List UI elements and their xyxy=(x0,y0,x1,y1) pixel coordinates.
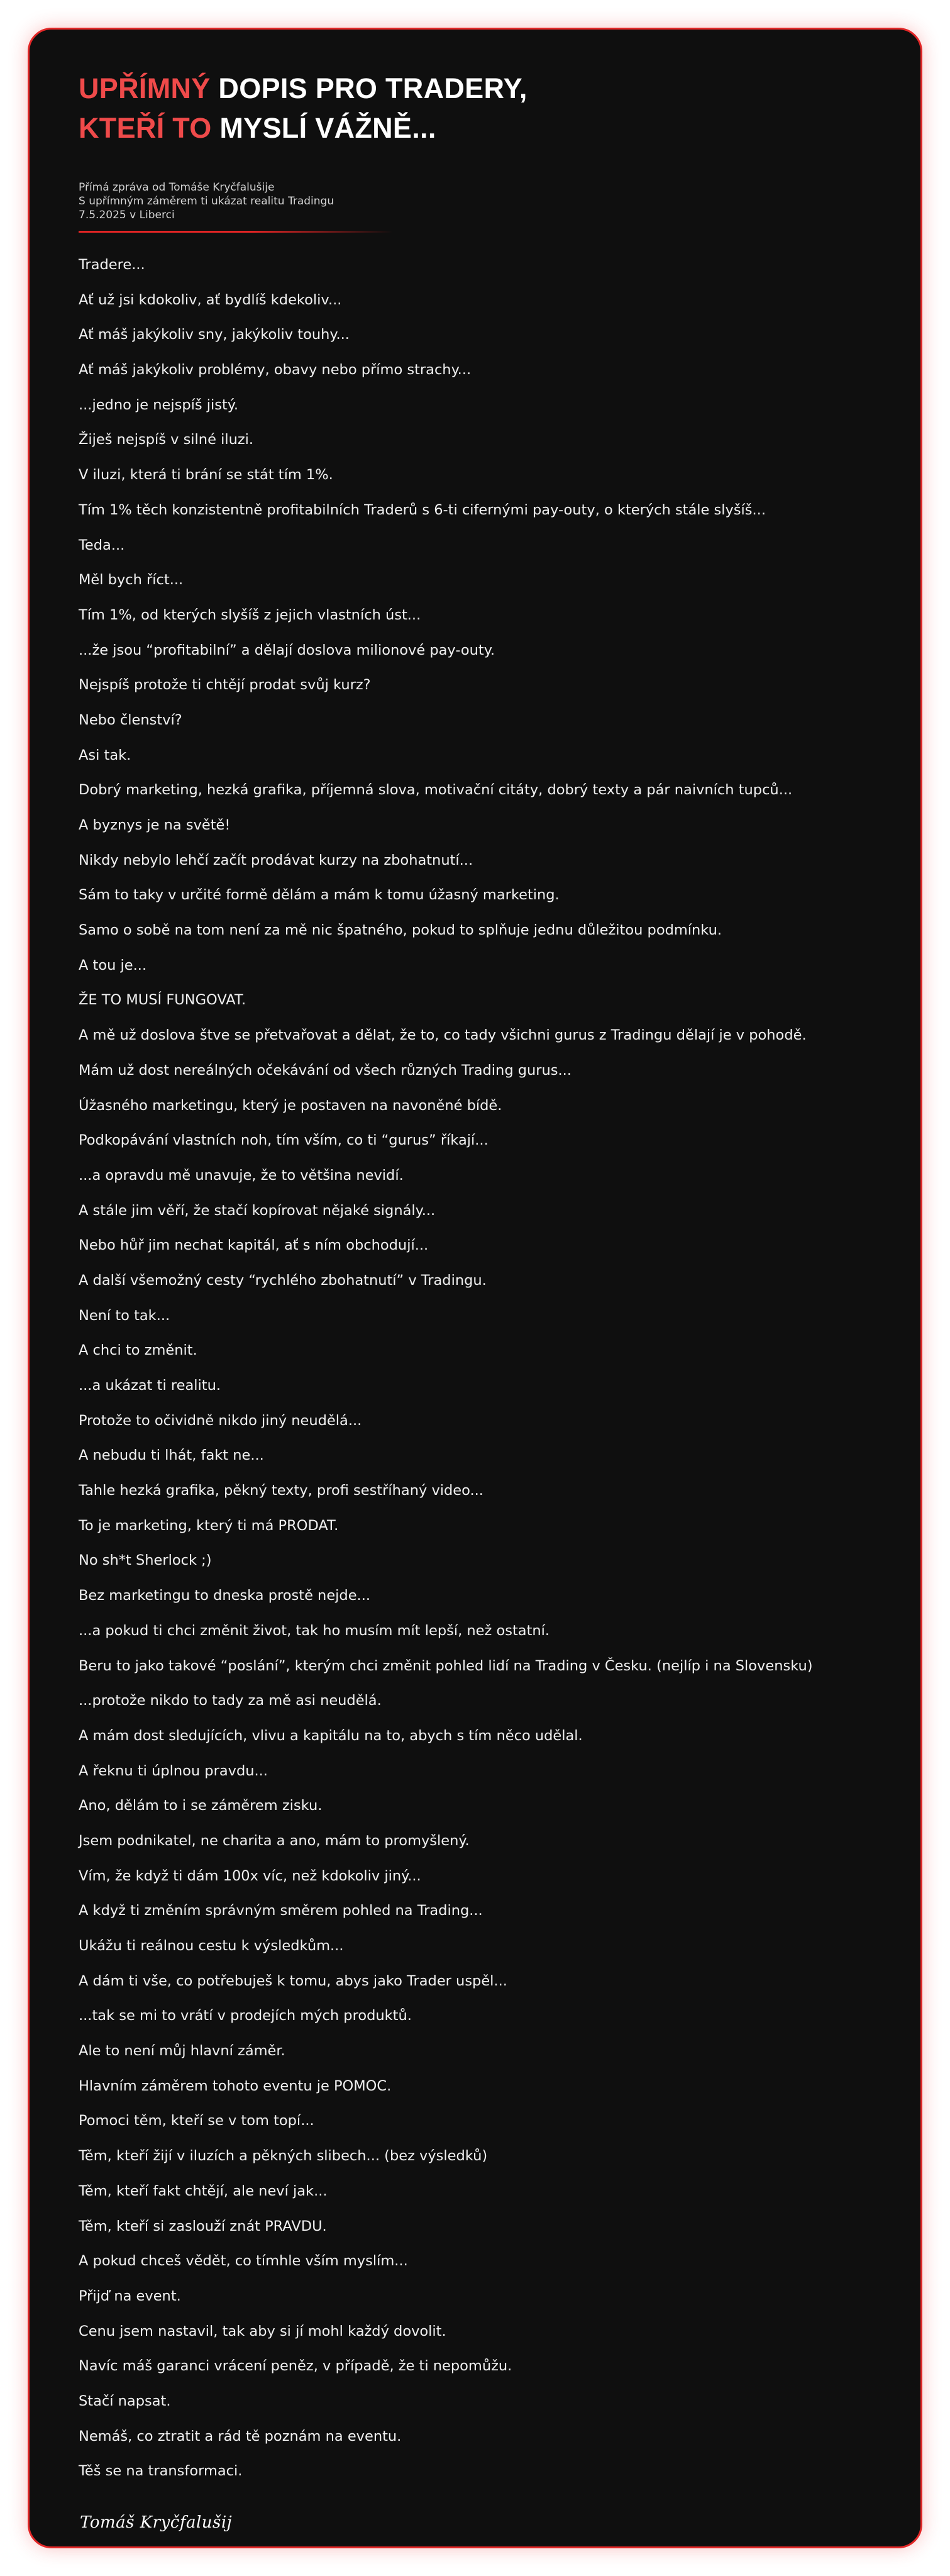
letter-paragraph: Nejspíš protože ti chtějí prodat svůj kurz? xyxy=(79,677,371,694)
letter-paragraph: Tím 1% těch konzistentně profitabilních Traderů s 6-ti cifernými pay-outy, o kterých stále slyšíš... xyxy=(79,501,766,518)
letter-paragraph: Nemáš, co ztratit a rád tě poznám na eventu. xyxy=(79,2428,402,2445)
letter-paragraph: To je marketing, který ti má PRODAT. xyxy=(79,1517,339,1534)
letter-paragraph: ...a opravdu mě unavuje, že to většina nevidí. xyxy=(79,1167,404,1184)
letter-paragraph: Těš se na transformaci. xyxy=(79,2463,243,2480)
letter-paragraph: Ať máš jakýkoliv problémy, obavy nebo přímo strachy... xyxy=(79,362,472,379)
letter-paragraph: A když ti změním správným směrem pohled na Trading... xyxy=(79,1902,483,1919)
letter-paragraph: Měl bych říct... xyxy=(79,572,184,589)
letter-paragraph: Sám to taky v určité formě dělám a mám k tomu úžasný marketing. xyxy=(79,887,560,904)
letter-paragraph: Nebo hůř jim nechat kapitál, ať s ním obchodují... xyxy=(79,1237,429,1254)
signature: Tomáš Kryčfalušij xyxy=(80,2513,233,2532)
letter-paragraph: A mám dost sledujících, vlivu a kapitálu na to, abych s tím něco udělal. xyxy=(79,1727,583,1744)
letter-paragraph: Ať máš jakýkoliv sny, jakýkoliv touhy... xyxy=(79,326,350,343)
title-line-1 xyxy=(79,69,870,108)
letter-paragraph: V iluzi, která ti brání se stát tím 1%. xyxy=(79,467,333,484)
title-highlight-1: UPŘÍMNÝ xyxy=(79,72,211,104)
letter-paragraph: Těm, kteří fakt chtějí, ale neví jak... xyxy=(79,2182,328,2199)
letter-paragraph: A tou je... xyxy=(79,957,147,974)
letter-paragraph: Přijď na event. xyxy=(79,2287,181,2304)
letter-paragraph: Ale to není můj hlavní záměr. xyxy=(79,2043,285,2060)
letter-paragraph: Tradere... xyxy=(79,257,145,273)
letter-paragraph: Tím 1%, od kterých slyšíš z jejich vlastních úst... xyxy=(79,606,421,623)
letter-paragraph: No sh*t Sherlock ;) xyxy=(79,1552,212,1569)
letter-paragraph: Nebo členství? xyxy=(79,711,182,728)
letter-paragraph: ...jedno je nejspíš jistý. xyxy=(79,396,239,413)
letter-paragraph: Není to tak... xyxy=(79,1307,170,1324)
letter-paragraph: Mám už dost nereálných očekávání od všech různých Trading gurus... xyxy=(79,1062,572,1079)
letter-paragraph: Asi tak. xyxy=(79,747,131,763)
letter-meta xyxy=(79,180,870,222)
letter-paragraph: ŽE TO MUSÍ FUNGOVAT. xyxy=(79,992,246,1009)
letter-paragraph: Ano, dělám to i se záměrem zisku. xyxy=(79,1797,323,1814)
letter-paragraph: A řeknu ti úplnou pravdu... xyxy=(79,1762,268,1779)
letter-paragraph: A pokud chceš vědět, co tímhle vším myslím... xyxy=(79,2253,408,2270)
letter-paragraph: ...a pokud ti chci změnit život, tak ho musím mít lepší, než ostatní. xyxy=(79,1622,550,1639)
letter-paragraph: A další všemožný cesty “rychlého zbohatnutí” v Tradingu. xyxy=(79,1272,487,1289)
letter-paragraph: Žiješ nejspíš v silné iluzi. xyxy=(79,431,254,448)
letter-paragraph: A mě už doslova štve se přetvařovat a dělat, že to, co tady všichni gurus z Tradingu dělají je v pohodě. xyxy=(79,1027,807,1044)
page-title xyxy=(79,69,870,148)
letter-body xyxy=(79,256,870,2480)
letter-paragraph: Podkopávání vlastních noh, tím vším, co ti “gurus” říkají... xyxy=(79,1132,489,1149)
letter-paragraph: Ukážu ti reálnou cestu k výsledkům... xyxy=(79,1938,344,1954)
title-text-1: DOPIS PRO TRADERY, xyxy=(210,72,527,104)
letter-paragraph: Pomoci těm, kteří se v tom topí... xyxy=(79,2112,314,2129)
letter-paragraph: Jsem podnikatel, ne charita a ano, mám to promyšlený. xyxy=(79,1832,470,1849)
letter-paragraph: Teda... xyxy=(79,536,125,553)
title-text-2b: VÁŽNĚ... xyxy=(315,112,436,144)
letter-paragraph: A nebudu ti lhát, fakt ne... xyxy=(79,1447,264,1464)
letter-paragraph: A chci to změnit. xyxy=(79,1342,197,1359)
letter-paragraph: Samo o sobě na tom není za mě nic špatného, pokud to splňuje jednu důležitou podmínku. xyxy=(79,922,722,939)
letter-paragraph: Beru to jako takové “poslání”, kterým chci změnit pohled lidí na Trading v Česku. (nejlíp i na Slovensku) xyxy=(79,1657,813,1674)
letter-paragraph: ...že jsou “profitabilní” a dělají doslova milionové pay-outy. xyxy=(79,641,495,658)
letter-paragraph: Cenu jsem nastavil, tak aby si jí mohl každý dovolit. xyxy=(79,2323,446,2340)
letter-paragraph: Dobrý marketing, hezká grafika, příjemná slova, motivační citáty, dobrý texty a pár naivních tupců... xyxy=(79,782,793,799)
letter-paragraph: Ať už jsi kdokoliv, ať bydlíš kdekoliv... xyxy=(79,291,342,308)
meta-author: Přímá zpráva od Tomáše Kryčfalušije xyxy=(79,181,275,194)
letter-paragraph: A dám ti vše, co potřebuješ k tomu, abys jako Trader uspěl... xyxy=(79,1972,507,1989)
letter-paragraph: Stačí napsat. xyxy=(79,2392,171,2409)
letter-paragraph: A byznys je na světě! xyxy=(79,817,231,833)
title-divider xyxy=(79,231,393,233)
letter-paragraph: ...tak se mi to vrátí v prodejích mých produktů. xyxy=(79,2007,412,2024)
letter-paragraph: Hlavním záměrem tohoto eventu je POMOC. xyxy=(79,2077,392,2094)
meta-date-place: 7.5.2025 v Liberci xyxy=(79,209,175,221)
letter-paragraph: Tahle hezká grafika, pěkný texty, profi sestříhaný video... xyxy=(79,1482,483,1499)
letter-paragraph: ...a ukázat ti realitu. xyxy=(79,1377,221,1394)
title-line-2 xyxy=(79,108,870,148)
letter-paragraph: Navíc máš garanci vrácení peněz, v případě, že ti nepomůžu. xyxy=(79,2358,512,2375)
letter-paragraph: A stále jim věří, že stačí kopírovat nějaké signály... xyxy=(79,1202,436,1219)
letter-paragraph: Úžasného marketingu, který je postaven na navoněné bídě. xyxy=(79,1097,502,1114)
letter-paragraph: Těm, kteří žijí v iluzích a pěkných slibech... (bez výsledků) xyxy=(79,2148,488,2165)
letter-card xyxy=(28,28,922,2548)
title-text-2a: MYSLÍ xyxy=(211,112,316,144)
letter-paragraph: ...protože nikdo to tady za mě asi neudělá. xyxy=(79,1692,382,1709)
letter-paragraph: Těm, kteří si zaslouží znát PRAVDU. xyxy=(79,2218,327,2235)
letter-paragraph: Protože to očividně nikdo jiný neudělá... xyxy=(79,1412,362,1429)
letter-paragraph: Bez marketingu to dneska prostě nejde... xyxy=(79,1587,370,1604)
title-highlight-2: KTEŘÍ TO xyxy=(79,112,212,144)
meta-intent: S upřímným záměrem ti ukázat realitu Tradingu xyxy=(79,195,334,208)
letter-paragraph: Vím, že když ti dám 100x víc, než kdokoliv jiný... xyxy=(79,1867,421,1884)
letter-paragraph: Nikdy nebylo lehčí začít prodávat kurzy na zbohatnutí... xyxy=(79,852,473,869)
